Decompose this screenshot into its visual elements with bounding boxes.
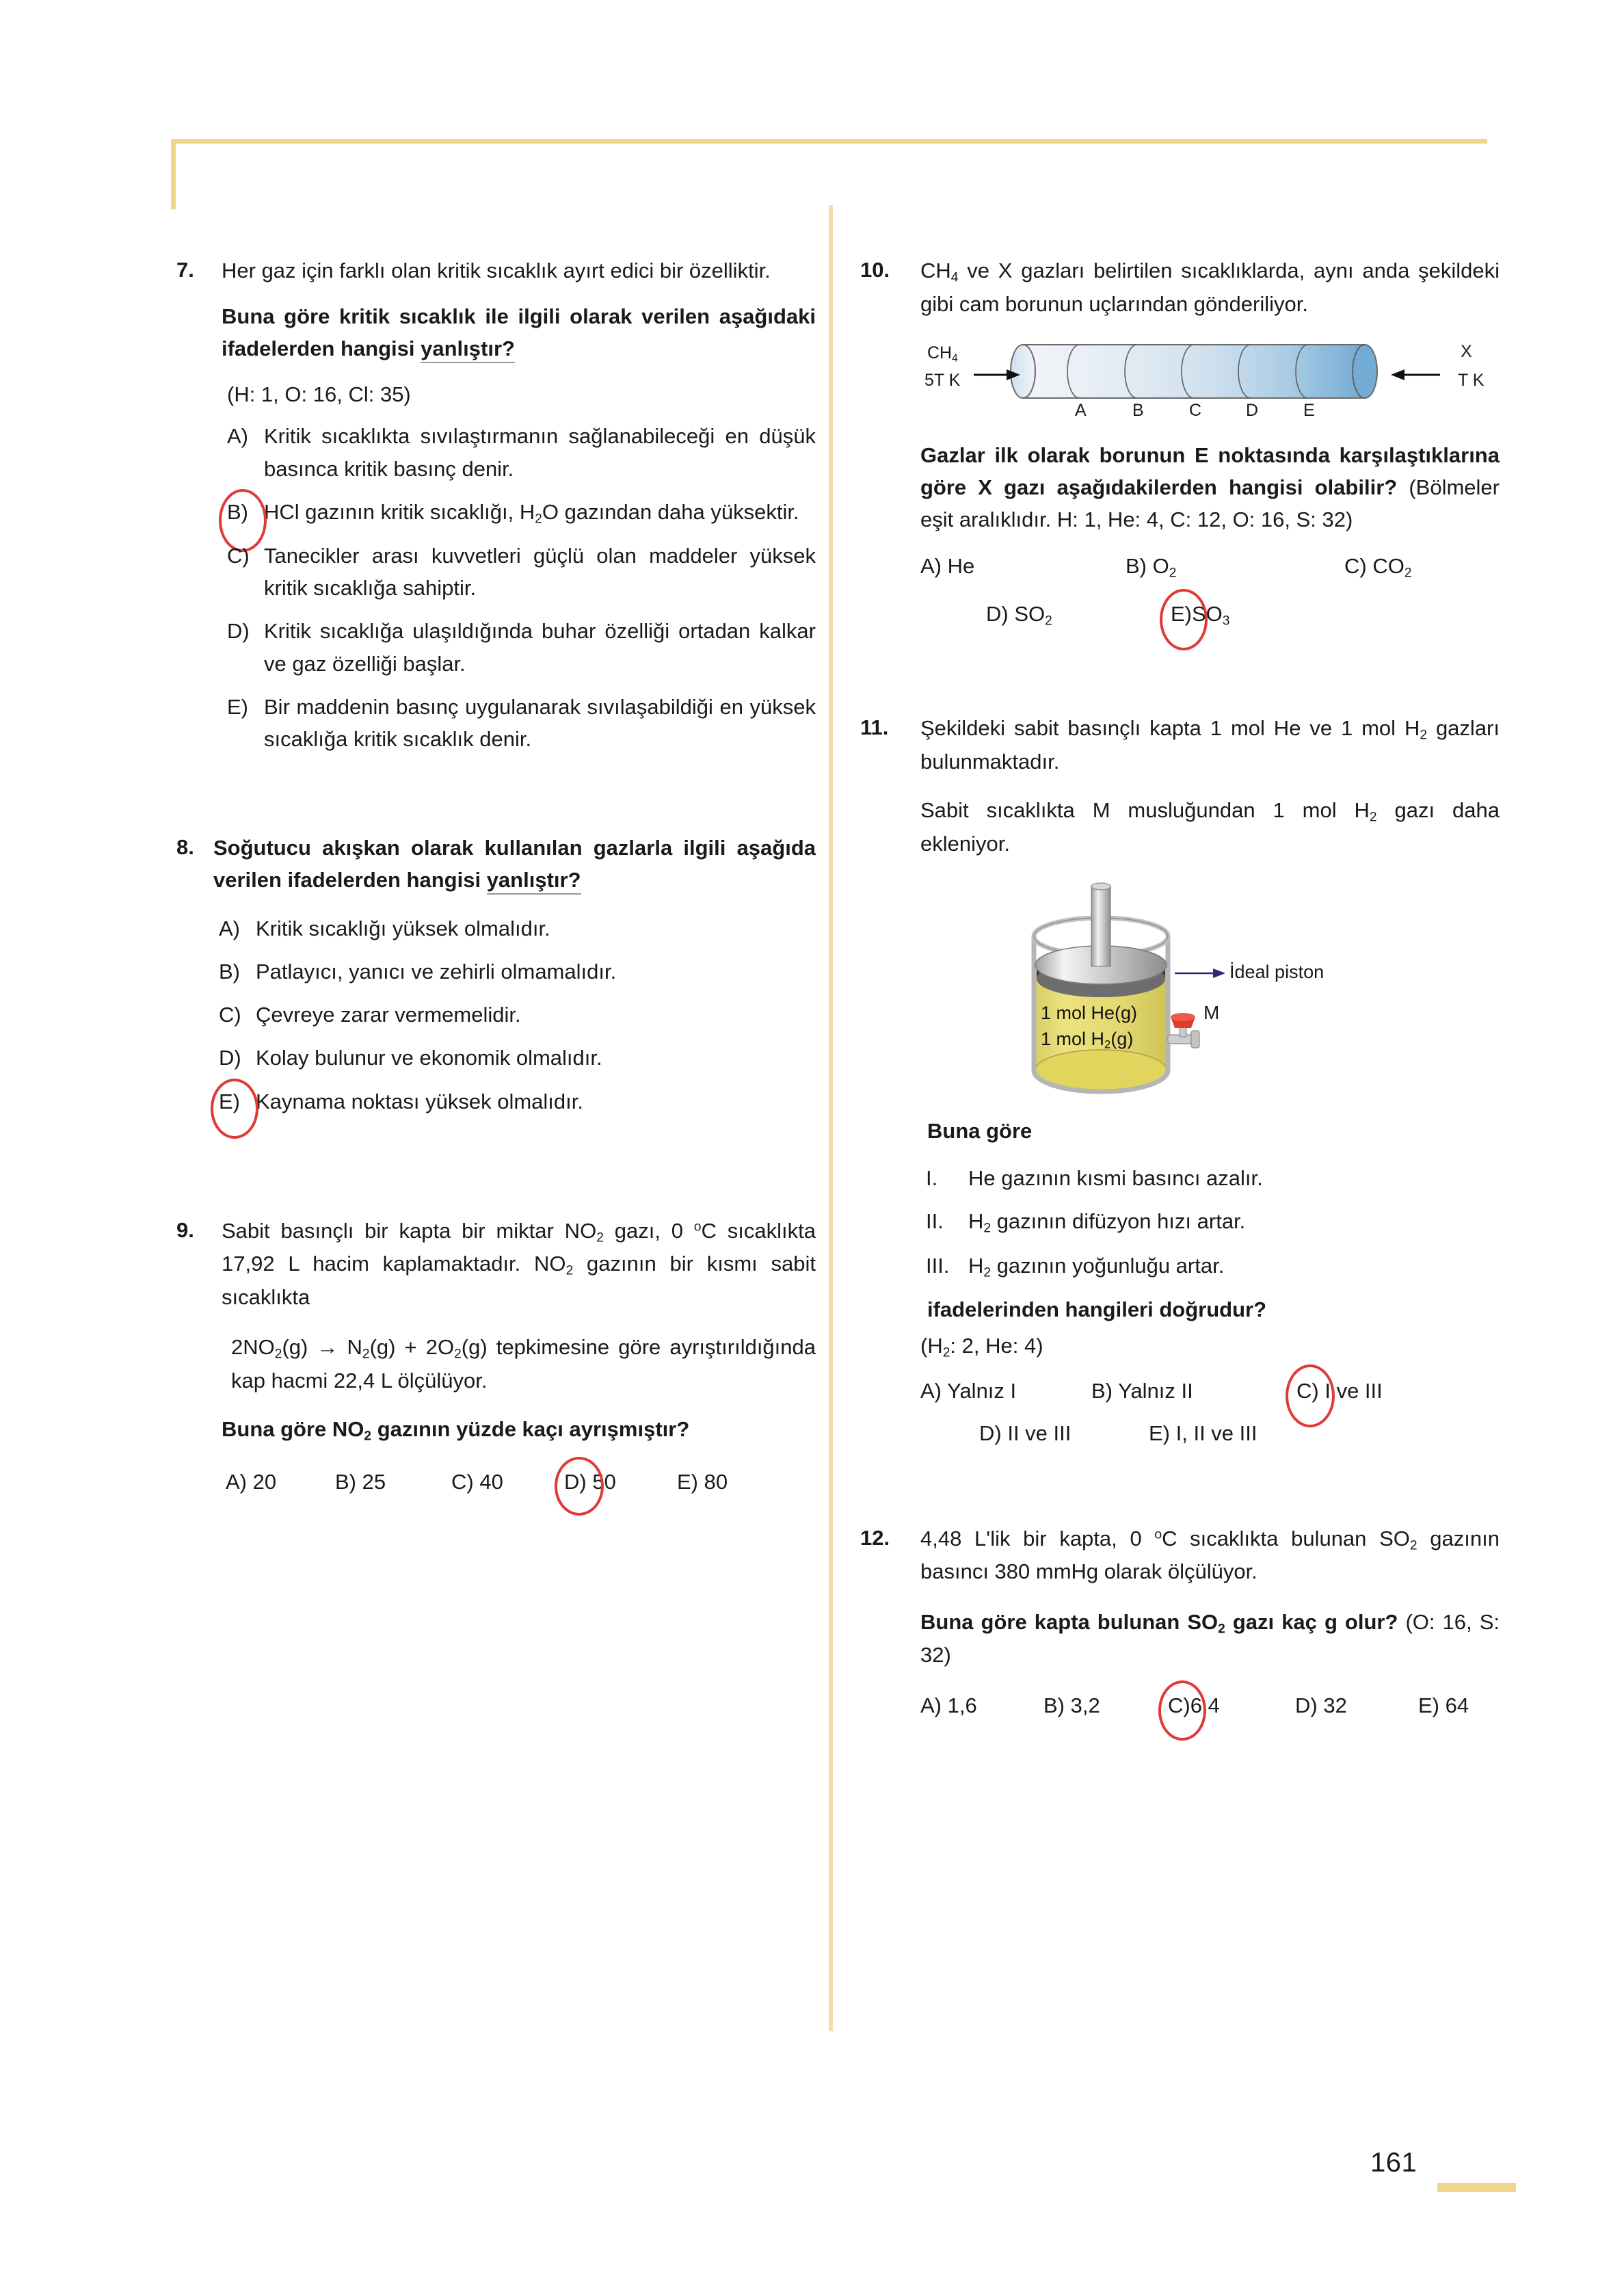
option-b[interactable] [1043,1690,1168,1722]
option-c[interactable] [1168,1690,1295,1722]
option-a-key: A) [920,554,942,579]
option-b[interactable] [335,1466,451,1499]
tube-division-label-d: D [1246,400,1259,420]
option-c-text: Çevreye zarar vermemelidir. [256,1003,521,1027]
option-e[interactable] [1418,1690,1469,1722]
option-b[interactable] [1091,1375,1296,1408]
page-number: 161 [1370,2148,1417,2178]
option-c-value: 6,4 [1190,1693,1220,1718]
piston-valve-label: M [1203,1001,1220,1023]
option-c-value: I ve III [1325,1378,1383,1403]
tube-division-label-c: C [1189,400,1202,420]
option-a-value: 1,6 [947,1693,977,1718]
piston-svg [920,871,1560,1100]
option-e-key: E) [1418,1693,1439,1718]
piston-gas-label-line2: 1 mol $H_2(g)$ [1041,1028,1134,1051]
option-c-key: C) [1168,1693,1190,1718]
option-d-text: Kolay bulunur ve ekonomik olmalıdır. [256,1046,602,1070]
tube-division-label-a: A [1075,400,1087,420]
option-d-value: 50 [592,1470,616,1494]
option-d-key: D) [219,1046,241,1070]
option-d[interactable] [564,1466,677,1499]
question-10-options-row-1 [920,551,1500,583]
question-8-prompt-underlined: yanlıştır? [487,868,581,895]
option-b-value: 3,2 [1070,1693,1100,1718]
question-7-stem: Her gaz için farklı olan kritik sıcaklık ayırt edici bir özelliktir. [222,259,771,282]
question-12-prompt-rest: (O: 16, S: 32) [920,1609,1500,1667]
option-b-text: HCl gazının kritik sıcaklığı, $H_2O$ gazından daha yüksektir. [264,499,799,527]
question-8-options [213,912,816,1118]
option-c-key: C) [1344,554,1367,579]
statement-i [920,1162,1500,1194]
question-7-prompt-underlined: yanlıştır? [421,336,515,363]
question-10-prompt-bold: Gazlar ilk olarak borunun E noktasında karşılaştıklarına göre X gazı aşağıdakilerden hangisi olabilir? [920,443,1500,499]
question-10 [860,254,1500,641]
option-a[interactable] [920,551,1126,583]
option-c[interactable] [1296,1375,1383,1408]
option-a-value: 20 [252,1470,277,1494]
option-a-text: Kritik sıcaklığı yüksek olmalıdır. [256,916,550,941]
question-7-given: (H: 1, O: 16, Cl: 35) [227,382,411,407]
option-b-value: Yalnız II [1118,1378,1193,1403]
option-c[interactable] [222,540,816,604]
question-9-reaction: $2NO_2(g) \to N_2(g) + 2O_2(g)$ tepkimesine göre ayrıştırıldığında kap hacmi 22,4 L ölçülüyor. [231,1334,816,1393]
option-a[interactable] [226,1466,335,1499]
option-d-key: D) [979,1421,1002,1446]
statement-ii [920,1205,1500,1239]
option-e-value: 80 [704,1470,728,1494]
question-12-prompt [920,1606,1500,1672]
page-frame-left-rule [171,139,176,209]
tube-division-label-b: B [1132,400,1144,420]
page-number-rule [1437,2183,1516,2192]
question-11-statements [920,1162,1500,1282]
question-11-prompt: ifadelerinden hangileri doğrudur? [927,1297,1267,1322]
option-a-value: He [947,554,975,579]
question-12-options [920,1690,1500,1722]
question-8 [176,832,816,1129]
question-11-stem: Şekildeki sabit basınçlı kapta 1 mol He ve 1 mol $H_2$ gazları bulunmaktadır. [920,716,1500,774]
option-a[interactable] [920,1690,1043,1722]
option-c-value: 40 [479,1470,503,1494]
glass-tube-figure [920,332,1500,421]
statement-ii-text: $H_2$ gazının difüzyon hızı artar. [968,1209,1246,1236]
question-9-number: 9. [176,1217,194,1242]
option-b[interactable] [222,496,816,529]
option-b-key: B) [219,960,240,984]
option-d[interactable]: D) $SO_2$ [986,602,1052,629]
option-e[interactable]: $E)SO_3$ [1171,598,1229,631]
question-12-number: 12. [860,1525,890,1550]
page-frame-top-rule [171,139,1487,144]
option-c[interactable] [213,999,816,1031]
option-c-key: C) [227,544,250,568]
question-11-given: ($H_2$: 2, He: 4) [920,1334,1043,1360]
question-7-number: 7. [176,258,194,282]
piston-figure [920,871,1500,1100]
tube-svg [920,332,1560,421]
option-c[interactable] [451,1466,564,1499]
option-e[interactable] [677,1466,728,1499]
ideal-piston-label: İdeal piston [1229,961,1325,982]
option-d-key: D) [1295,1693,1318,1718]
option-e-key: E) [677,1470,698,1494]
question-11 [860,712,1500,1459]
option-c-key: C) [1296,1378,1319,1403]
option-c[interactable]: C) $CO_2$ [1344,554,1412,581]
option-a[interactable] [222,420,816,484]
question-11-stem-2: Sabit sıcaklıkta M musluğundan 1 mol $H_2$ gazı daha ekleniyor. [920,798,1500,856]
question-10-options-row-2 [920,598,1500,631]
option-e-key: E) [1149,1421,1170,1446]
tube-right-gas-label: X [1461,341,1472,361]
option-c-text: Tanecikler arası kuvvetleri güçlü olan maddeler yüksek kritik sıcaklığa sahiptir. [264,544,816,601]
question-7 [176,254,816,766]
statement-iii-text: $H_2$ gazının yoğunluğu artar. [968,1253,1225,1280]
option-c-key: C) [451,1470,474,1494]
option-b[interactable]: B) $O_2$ [1126,554,1177,581]
tube-right-temp-label: T K [1458,370,1485,390]
tube-division-label-e: E [1303,400,1315,420]
option-e-value: 64 [1445,1693,1469,1718]
option-d-text: Kritik sıcaklığa ulaşıldığında buhar özelliği ortadan kalkar ve gaz özelliği başlar. [264,619,816,676]
option-c-key: C) [219,1003,241,1027]
left-column [176,254,816,1508]
option-a-key: A) [920,1378,942,1403]
option-d-value: 32 [1323,1693,1347,1718]
question-7-prompt: Buna göre kritik sıcaklık ile ilgili olarak verilen aşağıdaki ifadelerden hangisi yanlıştır? [222,300,816,365]
option-a[interactable] [213,912,816,945]
option-e[interactable] [213,1085,816,1118]
statement-iii-number: III. [926,1253,950,1278]
option-b[interactable] [213,955,816,988]
question-12-stem: 4,48 L'lik bir kapta, 0 $^o$C sıcaklıkta bulunan $SO_2$ gazının basıncı 380 mmHg olarak ölçülüyor. [920,1526,1500,1584]
option-d[interactable] [1295,1690,1418,1722]
question-8-number: 8. [176,834,194,859]
option-e-key: E) [219,1089,240,1113]
question-10-prompt [920,439,1500,536]
statement-ii-number: II. [926,1209,944,1234]
option-b-key: B) [1091,1378,1113,1403]
question-9-stem: Sabit basınçlı bir kapta bir miktar $NO_2$ gazı, 0 $^o$C sıcaklıkta 17,92 L hacim kaplamaktadır. $NO_2$ gazının bir kısmı sabit sıcaklıkta [222,1218,816,1309]
option-d[interactable] [979,1418,1149,1450]
option-b-text: Patlayıcı, yanıcı ve zehirli olmamalıdır. [256,960,617,984]
option-d-value: II ve III [1007,1421,1071,1446]
option-e-value: I, II ve III [1175,1421,1257,1446]
tube-left-temp-label: 5T K [924,370,961,390]
option-e[interactable] [222,691,816,755]
question-12-prompt-bold: Buna göre kapta bulunan $SO_2$ gazı kaç g olur? [920,1609,1398,1636]
question-8-prompt: Soğutucu akışkan olarak kullanılan gazlarla ilgili aşağıda verilen ifadelerden hangisi yanlıştır? [213,832,816,896]
option-a-text: Kritik sıcaklıkta sıvılaştırmanın sağlanabileceği en düşük basınca kritik basınç denir. [264,424,816,481]
option-a-key: A) [920,1693,942,1718]
option-d-key: D) [227,619,250,644]
question-11-number: 11. [860,715,889,740]
question-12 [860,1522,1500,1732]
option-b-value: 25 [362,1470,386,1494]
question-11-options-row-1 [920,1375,1500,1408]
option-e-text: Kaynama noktası yüksek olmalıdır. [256,1089,584,1113]
option-b-key: B) [227,499,248,524]
option-a-value: Yalnız I [947,1378,1017,1403]
statement-i-text: He gazının kısmi basıncı azalır. [968,1165,1263,1190]
option-e-key: E) [1171,602,1192,626]
option-b-key: B) [1043,1693,1065,1718]
option-a-key: A) [226,1470,247,1494]
right-column [860,254,1500,1732]
option-a-key: A) [219,916,240,941]
option-e-text: Bir maddenin basınç uygulanarak sıvılaşabildiği en yüksek sıcaklığa kritik sıcaklık denir. [264,694,816,751]
option-b-key: B) [335,1470,356,1494]
tube-left-gas-label: $CH_4$ [927,343,958,365]
question-10-prompt-rest: (Bölmeler eşit aralıklıdır. H: 1, He: 4, C: 12, O: 16, S: 32) [920,475,1500,531]
question-9-options [222,1466,816,1499]
option-e-key: E) [227,694,248,719]
question-11-options-row-2 [920,1418,1500,1450]
question-9-prompt: Buna göre $NO_2$ gazının yüzde kaçı ayrışmıştır? [222,1416,690,1443]
question-10-stem: $CH_4$ ve X gazları belirtilen sıcaklıklarda, aynı anda şekildeki gibi cam borunun uçlarından gönderiliyor. [920,259,1500,316]
option-e[interactable] [1149,1418,1257,1450]
question-9 [176,1215,816,1508]
statement-i-number: I. [926,1165,938,1190]
question-11-lead: Buna göre [927,1118,1033,1143]
statement-iii [920,1250,1500,1283]
option-a-key: A) [227,424,248,449]
piston-gas-label-line1: 1 mol He(g) [1041,1002,1138,1023]
option-d[interactable] [222,615,816,679]
option-d[interactable] [213,1042,816,1074]
column-divider [829,205,833,2031]
option-b-key: B) [1126,554,1147,579]
option-d-key: D) [986,602,1009,626]
question-10-number: 10. [860,258,890,282]
option-a[interactable] [920,1375,1091,1408]
question-7-options [222,420,816,754]
option-d-key: D) [564,1470,587,1494]
